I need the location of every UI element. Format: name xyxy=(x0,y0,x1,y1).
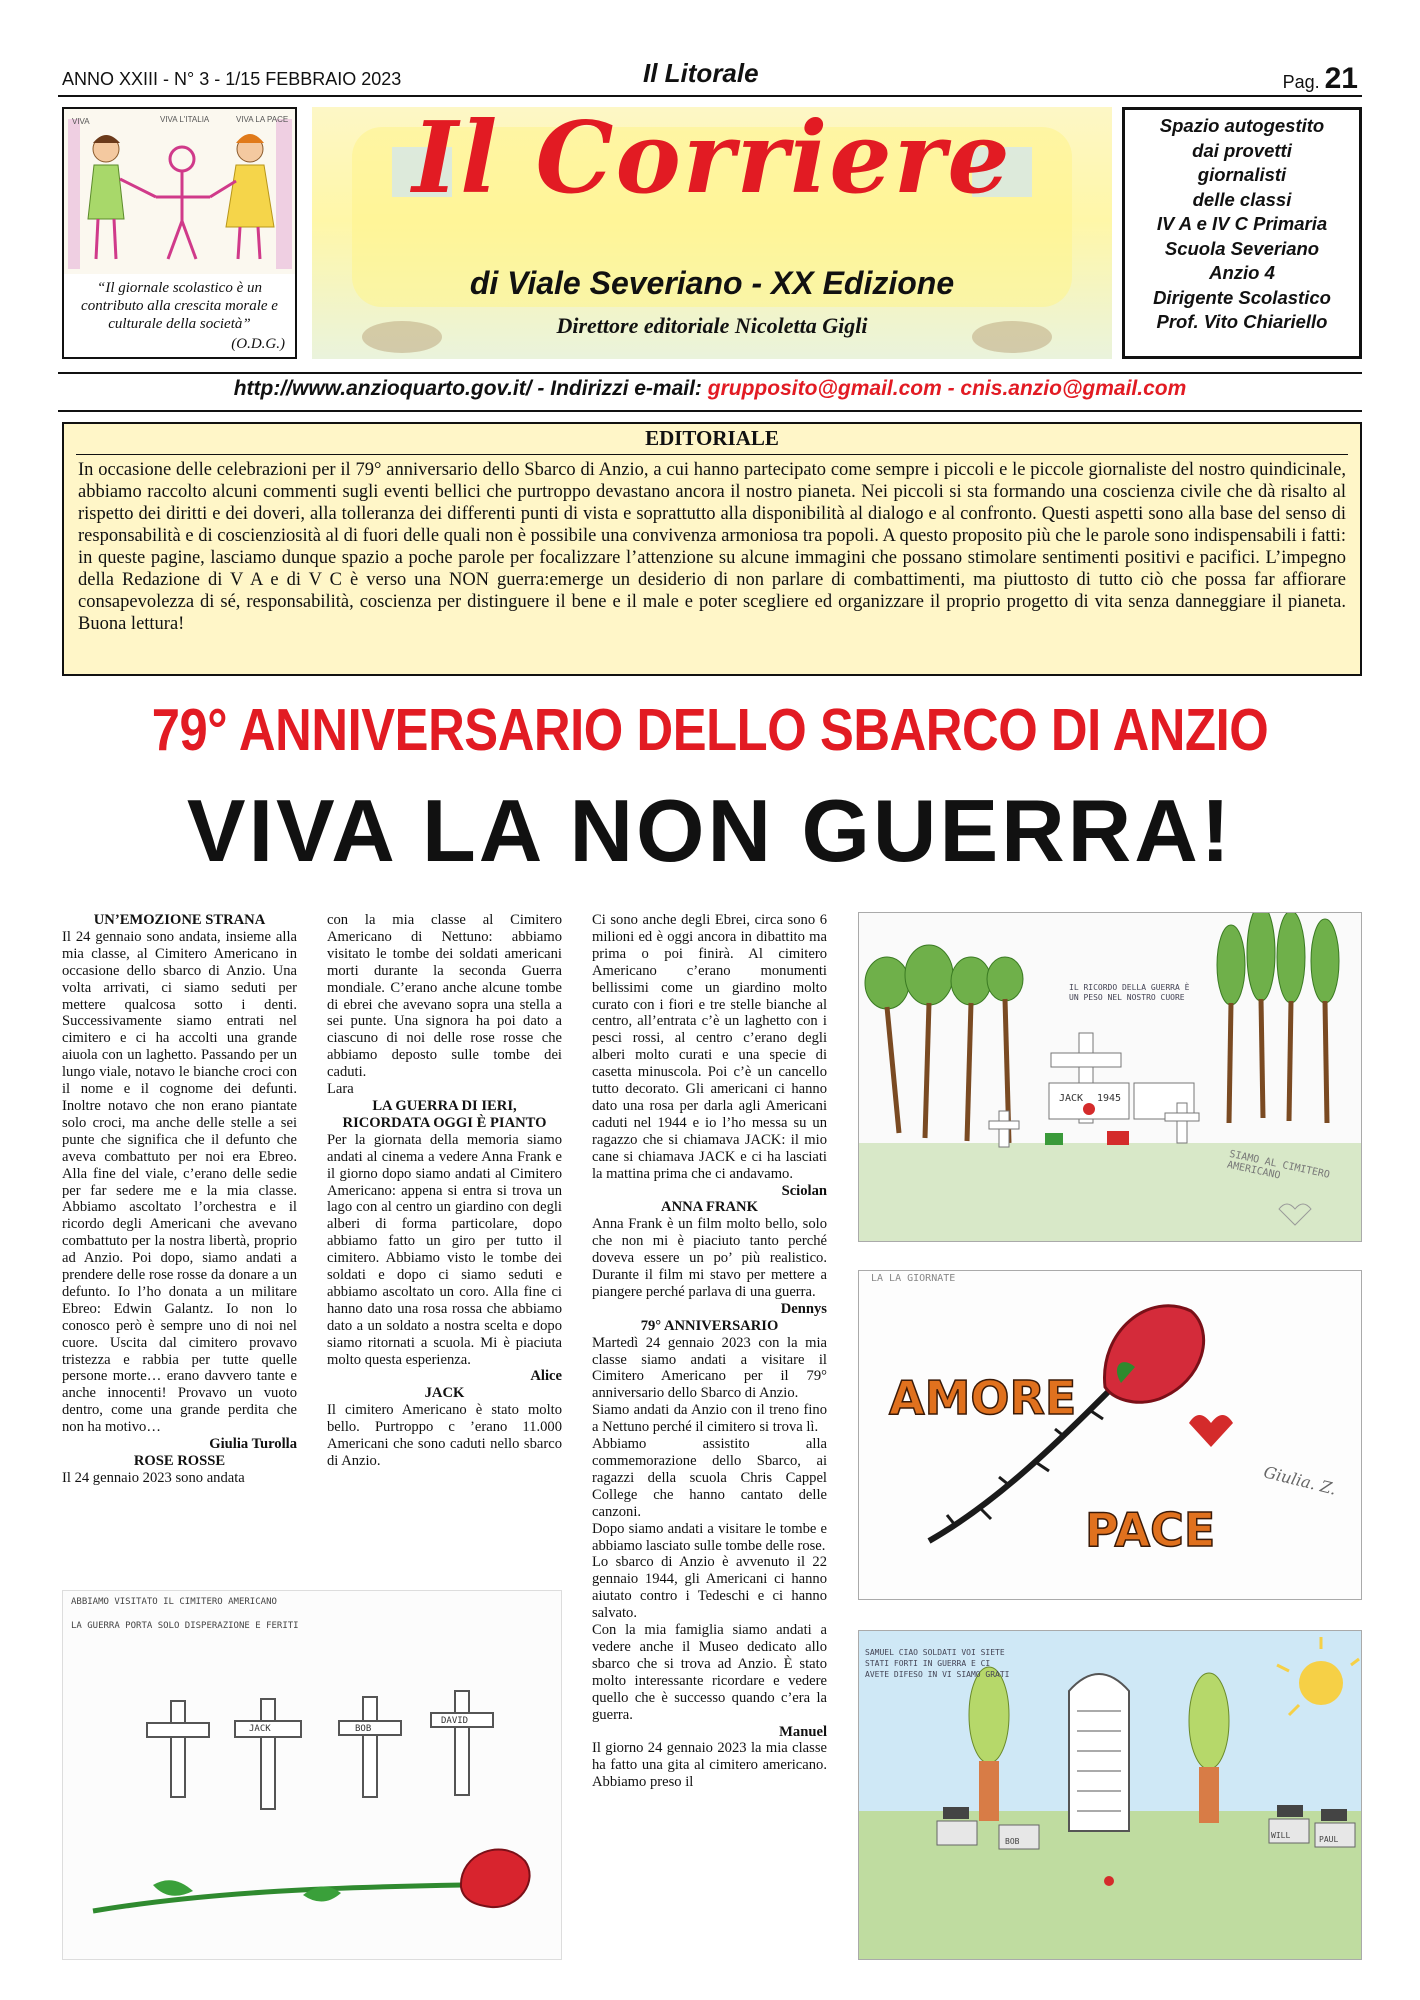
contacts-rule-top xyxy=(58,372,1362,374)
masthead-title: Il Corriere xyxy=(412,101,1012,216)
page-number-value: 21 xyxy=(1324,62,1358,95)
drawing-4-cross-label: BOB xyxy=(355,1724,372,1734)
drawing-2-signature: Giulia. Z. xyxy=(1261,1462,1339,1499)
drawing-crosses-rose xyxy=(62,1590,562,1960)
drawing-3-name: BOB xyxy=(1005,1837,1020,1846)
masthead-banner xyxy=(312,101,1112,359)
info-box xyxy=(1122,107,1362,359)
email-link-1[interactable]: grupposito@gmail.com xyxy=(707,377,942,400)
logo-word-3: VIVA LA PACE xyxy=(236,115,289,124)
info-line: Spazio autogestito xyxy=(1159,115,1325,136)
info-line: Prof. Vito Chiariello xyxy=(1156,311,1328,332)
contacts-line xyxy=(0,377,1420,401)
column-1 xyxy=(62,912,297,1487)
drawing-3-name: WILL xyxy=(1271,1831,1291,1840)
masthead-quote: “Il giornale scolastico è un contributo alla crescita morale e culturale della società” xyxy=(81,280,278,332)
article-body: Il 24 gennaio 2023 sono andata xyxy=(62,1469,245,1486)
column-3 xyxy=(592,912,827,1791)
drawing-3-caption: SAMUEL CIAO SOLDATI VOI SIETE STATI FORTI IN GUERRA E CI AVETE DIFESO IN VI SIAMO GRATI xyxy=(865,1648,1010,1679)
drawing-memorial-svg xyxy=(859,1631,1361,1959)
drawing-1-jack: JACK xyxy=(1059,1093,1084,1104)
article-body: Ci sono anche degli Ebrei, circa sono 6 milioni ed è oggi ancora in dibattito ma prima o poi finirà. Al cimitero Americano c’erano monumenti bellissimi come un giardino molto curato con i fiori e tre stelle bianche al centro, all’entrata c’è un laghetto con i pesci rossi, al centro c’erano degli alberi molto curati e una specie di casetta minuscola. Poi c’è un cancello tutto decorato. Gli americani ci hanno dato una rosa per darla agli Americani caduti nel 1944 e io l’ho messa su un ragazzo che si chiamava JACK: il mio cane si chiamava JACK e ci ha lasciati la mattina prima che ci andavamo. xyxy=(592,912,827,1182)
article-body: Martedì 24 gennaio 2023 con la mia classe siamo andati a visitare il Cimitero Americano per il 79° anniversario dello Sbarco di Anzio. xyxy=(592,1334,827,1402)
article-signature: Dennys xyxy=(780,1300,827,1317)
article-body: Siamo andati da Anzio con il treno fino a Nettuno perché il cimitero si trova lì. xyxy=(592,1402,827,1436)
quote-source: (O.D.G.) xyxy=(231,336,285,352)
info-line: delle classi xyxy=(1192,188,1292,210)
drawing-4-line-1: ABBIAMO VISITATO IL CIMITERO AMERICANO xyxy=(71,1597,277,1607)
editorial-box xyxy=(62,422,1362,676)
info-line: dai provetti xyxy=(1192,139,1292,161)
header-rule xyxy=(58,95,1362,97)
drawing-cemetery-trees-svg xyxy=(859,913,1361,1241)
website-link[interactable]: http://www.anzioquarto.gov.it/ xyxy=(233,377,532,400)
drawing-soldiers-memorial xyxy=(858,1630,1362,1960)
info-line: IV A e IV C Primaria xyxy=(1156,213,1328,234)
brand-name: Il Litorale xyxy=(643,58,759,88)
drawing-2-caption: LA LA GIORNATE xyxy=(871,1273,956,1284)
drawing-crosses-svg xyxy=(63,1591,561,1959)
drawing-4-line-2: LA GUERRA PORTA SOLO DISPERAZIONE E FERITI xyxy=(71,1621,299,1631)
article-title: ANNA FRANK xyxy=(661,1199,758,1216)
article-signature: Sciolan xyxy=(781,1182,827,1199)
email-label: - Indirizzi e-mail: xyxy=(531,377,708,400)
children-drawing-logo xyxy=(64,109,295,274)
article-title: LA GUERRA DI IERI, RICORDATA OGGI È PIANTO xyxy=(342,1097,547,1131)
info-line: giornalisti xyxy=(1197,164,1287,185)
editorial-title: EDITORIALE xyxy=(645,426,779,450)
drawing-2-word-amore: AMORE xyxy=(889,1371,1077,1425)
article-signature: Giulia Turolla xyxy=(209,1436,297,1453)
article-body: Il cimitero Americano è stato molto bello. Purtroppo c ’erano 11.000 Americani che sono caduti nello sbarco di Anzio. xyxy=(327,1402,562,1469)
article-title: UN’EMOZIONE STRANA xyxy=(93,912,266,928)
article-title: JACK xyxy=(424,1385,465,1402)
drawing-1-signature: SIAMO AL CIMITERO AMERICANO xyxy=(1226,1148,1331,1182)
logo-word-1: VIVA xyxy=(72,117,90,126)
drawing-1-caption: IL RICORDO DELLA GUERRA È UN PESO NEL NOSTRO CUORE xyxy=(1069,983,1190,1002)
contacts-rule-bottom xyxy=(58,410,1362,412)
article-body: Con la mia famiglia siamo andati a vedere anche il Museo dedicato allo sbarco che si trova ad Anzio. È stato molto interessante ricordare e vedere quello che è successo quando c’era la guerra. xyxy=(592,1622,827,1723)
page-number xyxy=(1283,62,1358,96)
drawing-4-cross-label: DAVID xyxy=(441,1716,469,1726)
masthead-subtitle: di Viale Severiano - XX Edizione xyxy=(469,265,955,301)
article-body: Anna Frank è un film molto bello, solo che non mi è piaciuto tanto perché doveva essere un po’ più realistico. Durante il film mi stavo per mettere a piangere perché parlava di una guerra. xyxy=(592,1216,827,1300)
drawing-amore-pace xyxy=(858,1270,1362,1600)
editorial-body: In occasione delle celebrazioni per il 79° anniversario dello Sbarco di Anzio, a cui hanno partecipato come sempre i piccoli e le piccole giornaliste del nostro quindicinale, abbiamo raccolto alcuni commenti sugli eventi bellici che purtroppo devastano ancora il nostro pianeta. Nei piccoli si sta formando una coscienza civile che dà risalto al rispetto dei diritti e dei doveri, alla tolleranza dei differenti punti di vista e soprattutto alla disponibilità al dialogo e al confronto. Questi aspetti sono alla base del senso di responsabilità e di coscienziosità al di fuori delle quali non è possibile una convivenza armoniosa tra popoli. A questo proposito più che le parole sono indispensabili i fatti: in queste pagine, lasciamo dunque spazio a poche parole per focalizzare l’attenzione su alcune immagini che possano stimolare sentimenti positivi e pacifici. L’impegno della Redazione di V A e di V C è verso una NON guerra:emerge un desiderio di non parlare di combattimenti, ma piuttosto di tutto ciò che possa far affiorare consapevolezza di sé, responsabilità, coscienza per distinguere il bene e il male e poter scegliere ed organizzare il proprio progetto di vita senza danneggiare il pianeta. Buona lettura! xyxy=(78,460,1346,634)
article-title: 79° ANNIVERSARIO xyxy=(640,1317,779,1334)
article-body: Per la giornata della memoria siamo andati al cinema a vedere Anna Frank e il giorno dopo siamo andati al Cimitero Americano: appena si entra si trova un lago con al centro un giardino con degli alberi di forma particolare, dopo abbiamo fatto un giro per tutto il cimitero. Abbiamo visto le tombe dei soldati e dopo ci siamo seduti e abbiamo ascoltato un coro. Alla fine ci hanno dato una rosa rossa che abbiamo dato a un soldato a nostra scelta e dopo siamo ritornati a scuola. Mi è piaciuta molto questa esperienza. xyxy=(327,1131,562,1368)
editorial-divider xyxy=(76,454,1348,455)
info-line: Scuola Severiano xyxy=(1164,237,1320,259)
info-line: Dirigente Scolastico xyxy=(1153,286,1331,308)
drawing-3-name: PAUL xyxy=(1319,1835,1339,1844)
headline-viva: VIVA LA NON GUERRA! xyxy=(186,781,1234,880)
email-link-2[interactable]: cnis.anzio@gmail.com xyxy=(960,377,1187,400)
article-signature: Manuel xyxy=(779,1723,827,1740)
article-signature: Lara xyxy=(327,1081,354,1098)
drawing-1-year: 1945 xyxy=(1097,1093,1122,1104)
article-body: Lo sbarco di Anzio è avvenuto il 22 gennaio 1944, gli Americani ci hanno aiutato contro i Tedeschi e ci hanno salvato. xyxy=(592,1554,827,1622)
email-separator: - xyxy=(941,377,961,400)
drawing-cemetery-trees xyxy=(858,912,1362,1242)
column-2 xyxy=(327,912,562,1470)
issue-info: ANNO XXIII - N° 3 - 1/15 FEBBRAIO 2023 xyxy=(62,69,402,89)
article-body: con la mia classe al Cimitero Americano di Nettuno: abbiamo visitato le tombe dei soldati americani morti durante la seconda Guerra mondiale. C’erano anche alcune tombe di ebrei che avevano sopra una stella a sei punte. Una signora ha poi dato a ciascuno di noi delle rose rosse che abbiamo deposto sulle tombe dei caduti. xyxy=(327,912,562,1081)
article-body: Dopo siamo andati a visitare le tombe e abbiamo lasciato sulle tombe delle rose. xyxy=(592,1520,827,1554)
logo-word-2: VIVA L'ITALIA xyxy=(160,115,210,124)
article-body: Abbiamo assistito alla commemorazione dello Sbarco, ai ragazzi della scuola Chris Cappel College che hanno cantato delle canzoni. xyxy=(592,1436,827,1520)
masthead-director: Direttore editoriale Nicoletta Gigli xyxy=(556,313,868,338)
article-body: Il 24 gennaio sono andata, insieme alla mia classe, al Cimitero Americano in occasione dello sbarco di Anzio. Una volta arrivati, ci siamo seduti per mettere qualcosa sotto i denti. Successivamente siamo entrati nel cimitero e ci ha accolti una grande aiuola con un laghetto. Passando per un lungo viale, notavo le bianche croci con il nome e il cognome dei defunti. Inoltre notavo che non erano piantate solo croci, ma anche delle stelle a sei punte che significa che il defunto che aveva combattuto per noi era Ebreo. Alla fine del viale, c’erano delle sedie per far sedere me e la mia classe. Abbiamo ascoltato l’orchestra e il ricordo degli Americani che avevano combattuto per la nostra libertà, proprio ad Anzio. Poi dopo, siamo andati a prendere delle rose rosse da donare a un defunto. Io l’ho donata a un militare Ebreo: Edwin Galantz. Io non lo conosco però è sempre uno di noi nel cuore. Uscita dal cimitero provavo tristezza e rabbia per tutte quelle persone morte… erano davvero tante e anche innocenti! Provavo un vuoto dentro, come una grande perdita che non ha motivo… xyxy=(62,928,297,1436)
headline-anniversary: 79° ANNIVERSARIO DELLO SBARCO DI ANZIO xyxy=(151,697,1269,763)
info-line: Anzio 4 xyxy=(1209,262,1275,283)
drawing-2-word-pace: PACE xyxy=(1085,1503,1216,1557)
article-title: ROSE ROSSE xyxy=(133,1453,226,1469)
drawing-4-cross-label: JACK xyxy=(249,1724,271,1734)
logo-box xyxy=(62,107,297,359)
article-signature: Alice xyxy=(530,1368,562,1385)
article-body: Il giorno 24 gennaio 2023 la mia classe ha fatto una gita al cimitero americano. Abbiamo preso il xyxy=(592,1740,827,1791)
page-label: Pag. xyxy=(1282,72,1320,92)
